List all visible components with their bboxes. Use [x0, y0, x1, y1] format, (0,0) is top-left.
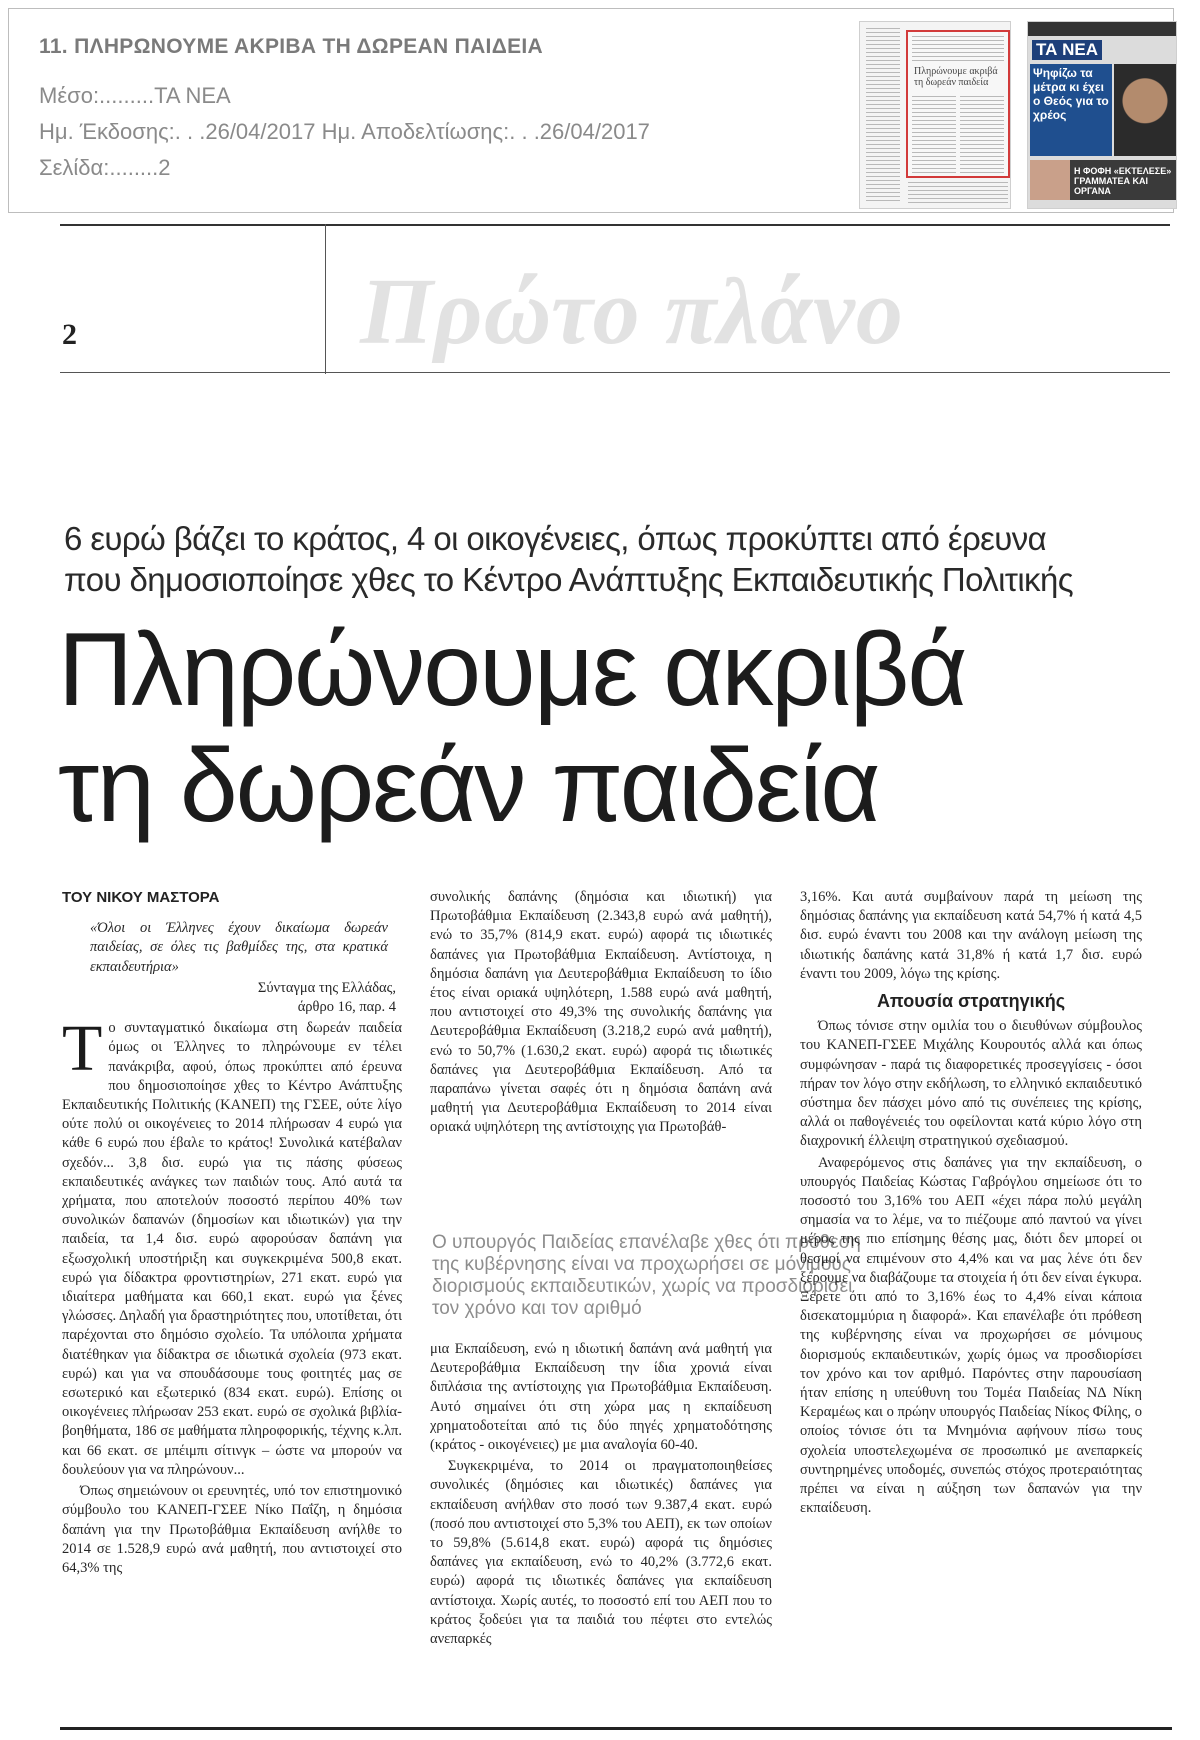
subtitle-line-2: που δημοσιοποίησε χθες το Κέντρο Ανάπτυξης Εκπαιδευτικής Πολιτικής [64, 561, 1074, 598]
paragraph: Όπως τόνισε στην ομιλία του ο διευθύνων σύμβουλος του ΚΑΝΕΠ-ΓΣΕΕ Μιχάλης Κουρουτός αλλά και όπως συμφώνησαν - παρά τις διαφορετικές προσεγγίσεις - όσοι πήραν τον λόγο στην εκδήλωση, το ελληνικό εκπαιδευτικό σύστημα δεν πάσχει μόνο από τις συνέπειες της κρίσης, αλλά οι παθογένειές του οφείλονται κατά κύριο λόγο στη διαχρονική έλλειψη στρατηγικού σχεδιασμού. [800, 1018, 1142, 1150]
paragraph: μια Εκπαίδευση, ενώ η ιδιωτική δαπάνη ανά μαθητή για Δευτεροβάθμια Εκπαίδευση την ίδια χρονιά είναι διπλάσια της αντίστοιχης για Πρωτοβάθμια Εκπαίδευση. Αυτό σημαίνει ότι στη χώρα μας η εκπαίδευση χρηματοδοτείται από τις δύο πηγές χρηματοδότησης (κράτος - οικογένειες) με μια αναλογία 60-40. [430, 1341, 772, 1454]
article-title [58, 612, 1158, 844]
page-line: Σελίδα:........2 [39, 155, 171, 180]
paragraph: συνολικής δαπάνης (δημόσια και ιδιωτική) για Πρωτοβάθμια Εκπαίδευση (2.343,8 ευρώ ανά μαθητή), ενώ το 35,7% (814,9 εκατ. ευρώ) αφορά τις ιδιωτικές δαπάνες για Πρωτοβάθμια Εκπαίδευση. Αντίστοιχα, η δημόσια δαπάνη για Δευτεροβάθμια Εκπαίδευση το ίδιο έτος είναι οριακά υψηλότερη, 1.588 ευρώ ανά μαθητή, που αντιστοιχεί στο 49,3% της συνολικής δαπάνης για Δευτεροβάθμια Εκπαίδευση (3.218,2 ευρώ ανά μαθητή), ενώ το 50,7% (1.630,2 εκατ. ευρώ) αφορά τις ιδιωτικές δαπάνες για Δευτεροβάθμια Εκπαίδευση. Από τα παραπάνω γίνεται σαφές ότι η δημόσια δαπάνη ανά μαθητή για Δευτεροβάθμια Εκπαίδευση το 2014 είναι οριακά υψηλότερη της αντίστοιχης για Πρωτοβάθ- [430, 889, 772, 1136]
lead-paragraph [62, 1012, 402, 1480]
front-headline: Ψηφίζω τα μέτρα κι έχει ο Θεός για το χρέος [1030, 64, 1112, 156]
clipping-title: 11. ΠΛΗΡΩΝΟΥΜΕ ΑΚΡΙΒΑ ΤΗ ΔΩΡΕΑΝ ΠΑΙΔΕΙΑ [39, 35, 543, 58]
epigraph-source-2: άρθρο 16, παρ. 4 [297, 999, 396, 1016]
article-highlight [906, 30, 1010, 178]
article-column-3 [800, 888, 1142, 1521]
lead-paragraph-text: ο συνταγματικό δικαίωμα στη δωρεάν παιδεία όμως οι Έλληνες το πληρώνουμε εν τέλει πανάκριβα, αφού, όπως προκύπτει από έρευνα που δημοσιοποίησε χθες το Κέντρο Ανάπτυξης Εκπαιδευτικής Πολιτικής (ΚΑΝΕΠ) της ΓΣΕΕ, ούτε λίγο ούτε πολύ οι οικογένειες το 2014 πλήρωσαν 4 ευρώ για κάθε 6 ευρώ που έβαλε το κράτος! Συνολικά κατέβαλαν σχεδόν... 3,8 δισ. ευρώ για τις πάσης φύσεως εκπαιδευτικές ανάγκες των παιδιών τους. Από αυτά τα χρήματα, που αποτελούν ποσοστό περίπου 40% των συνολικών δαπανών (δημοσίων και ιδιωτικών) για την παιδεία, τα 1,4 δισ. ευρώ αφορούσαν δαπάνη για εξωσχολική υποστήριξη και συγκεκριμένα 500,8 εκατ. ευρώ για δίδακτρα φροντιστηρίων, 271 εκατ. ευρώ για ιδιαίτερα μαθήματα και 660,1 εκατ. ευρώ για ξένες γλώσσες. Δηλαδή για δραστηριότητες που, υποτίθεται, ότι παρέχονται στο δημόσιο σχολείο. Τα υπόλοιπα χρήματα διατέθηκαν για δίδακτρα σε ιδιωτικά σχολεία (973 εκατ. ευρώ) και για να σπουδάσουμε τους φοιτητές μας σε εσωτερικό και εξωτερικό (834 εκατ. ευρώ). Επίσης οι οικογένειες πλήρωσαν 253 εκατ. ευρώ σε σχολικά βιβλία-βοηθήματα, 186 σε μαθήματα πληροφορικής, τέχνης κ.λπ. και 66 εκατ. σε μπέιμπι σίτινγκ – ώστε να μπορούν να δουλεύουν για να πληρώνουν... [62, 1020, 402, 1478]
front-photo [1114, 64, 1176, 156]
page-number: 2 [62, 318, 77, 351]
title-line-1: Πληρώνουμε ακριβά [58, 612, 966, 728]
title-line-2: τη δωρεάν παιδεία [58, 728, 879, 844]
subheading: Απουσία στρατηγικής [876, 991, 1066, 1012]
front-sub-headline: Η ΦΟΦΗ «ΕΚΤΕΛΕΣΕ» ΓΡΑΜΜΑΤΕΑ ΚΑΙ ΟΡΓΑΝΑ [1074, 166, 1172, 196]
epigraph: «Όλοι οι Έλληνες έχουν δικαίωμα δωρεάν παιδείας, σε όλες τις βαθμίδες της, στα κρατικά εκπαιδευτήρια» [90, 920, 388, 975]
epigraph-source [62, 979, 402, 1017]
paragraph: 3,16%. Και αυτά συμβαίνουν παρά τη μείωση της δημόσιας δαπάνης για εκπαίδευση κατά 54,7% ή κατά 4,5 δισ. ευρώ έναντι του 2008 και την ανάλογη μείωση της ιδιωτικής δαπάνης κατά 31,8% ή κατά 1,7 δισ. ευρώ έναντι του 2009, λόγω της κρίσης. [800, 889, 1142, 982]
paragraph: Συγκεκριμένα, το 2014 οι πραγματοποιηθείσες συνολικές (δημόσιες και ιδιωτικές) δαπάνες για εκπαίδευση ανήλθαν στο ποσό των 9.387,4 εκατ. ευρώ (ποσό που αντιστοιχεί στο 5,3% του ΑΕΠ), εκ των οποίων το 59,8% (5.614,8 εκατ. ευρώ) αφορά τις δημόσιες δαπάνες για εκπαίδευση, ενώ το 40,2% (3.772,6 εκατ. ευρώ) αφορά τις ιδιωτικές δαπάνες για εκπαίδευση αντίστοιχα. Χωρίς αυτές, το ποσοστό επί του ΑΕΠ που το κράτος ξοδεύει για τα παιδιά του πέφτει στο εντελώς ανεπαρκές [430, 1458, 772, 1648]
clipping-header [8, 8, 1174, 213]
byline: ΤΟΥ ΝΙΚΟΥ ΜΑΣΤΟΡΑ [62, 889, 220, 906]
newspaper-logo: ΤΑ ΝΕΑ [1032, 40, 1102, 60]
epigraph-source-1: Σύνταγμα της Ελλάδας, [257, 979, 396, 996]
dates-line: Ημ. Έκδοσης:. . .26/04/2017 Ημ. Αποδελτίωσης:. . .26/04/2017 [39, 119, 650, 144]
subtitle-line-1: 6 ευρώ βάζει το κράτος, 4 οι οικογένειες, όπως προκύπτει από έρευνα [64, 520, 1047, 557]
paragraph: Όπως σημειώνουν οι ερευνητές, υπό τον επιστημονικό σύμβουλο του ΚΑΝΕΠ-ΓΣΕΕ Νίκο Παΐζη, η δημόσια δαπάνη για την Πρωτοβάθμια Εκπαίδευση ανήλθε το 2014 σε 1.528,9 ευρώ ανά μαθητή, που αντιστοιχεί στο 64,3% της [62, 1483, 402, 1576]
page-thumbnail[interactable] [859, 21, 1011, 209]
article-column-2-continued [430, 1340, 772, 1651]
drop-cap: Τ [62, 1012, 103, 1086]
medium-line: Μέσο:.........ΤΑ ΝΕΑ [39, 83, 231, 108]
article-column-2 [430, 888, 772, 1140]
front-page-thumbnail[interactable] [1027, 21, 1177, 209]
article-column-1 [62, 888, 402, 1580]
header-divider [325, 224, 326, 374]
header-bottom-rule [60, 372, 1170, 373]
footer-rule [60, 1727, 1172, 1730]
thumbnail-headline: Πληρώνουμε ακριβά τη δωρεάν παιδεία [914, 66, 998, 88]
pull-quote: Ο υπουργός Παιδείας επανέλαβε χθες ότι πρόθεση της κυβέρνησης είναι να προχωρήσει σε μόνιμους διορισμούς εκπαιδευτικών, χωρίς να προσδιορίσει τον χρόνο και τον αριθμό [432, 1232, 861, 1319]
paragraph: Αναφερόμενος στις δαπάνες για την εκπαίδευση, ο υπουργός Παιδείας Κώστας Γαβρόγλου σημείωσε ότι το ποσοστό του 3,16% του ΑΕΠ «έχει πάρα πολύ μεγάλη σημασία να το λέμε, να το πιέζουμε από παντού να γίνει μέρος της πιο επίσημης θέσης μας, διότι δεν μπορεί οι θεσμοί να επιμένουν στο 4,4% και να μας λένε ότι δεν ξέρουμε να διαβάζουμε τα στοιχεία ή ότι δεν είναι έγκυρα. Ξέρετε ότι από το 3,16% έως το 4,4% είναι κάποια δισεκατομμύρια η διαφορά». Και επανέλαβε ότι πρόθεση της κυβέρνησης είναι να προχωρήσει σε μόνιμους διορισμούς εκπαιδευτικών, χωρίς όμως να προσδιορίσει τον χρόνο και τον αριθμό. Παρόντες στην παρουσίαση ήταν επίσης η υπεύθυνη του Τομέα Παιδείας ΝΔ Νίκη Κεραμέως και ο πρώην υπουργός Παιδείας Νίκος Φίλης, ο οποίος τόνισε ότι τα Μνημόνια αφήνουν πίσω τους σχολεία υποστελεχωμένα σε προσωπικό με ανεπαρκείς συντηρημένες υποδομές, συνεπώς στόχος προτεραιότητας πρέπει να είναι η αύξηση των δαπανών για την εκπαίδευση. [800, 1154, 1142, 1517]
article-subtitle [64, 518, 1144, 600]
header-top-rule [60, 224, 1170, 226]
section-title: Πρώτο πλάνο [360, 260, 904, 364]
